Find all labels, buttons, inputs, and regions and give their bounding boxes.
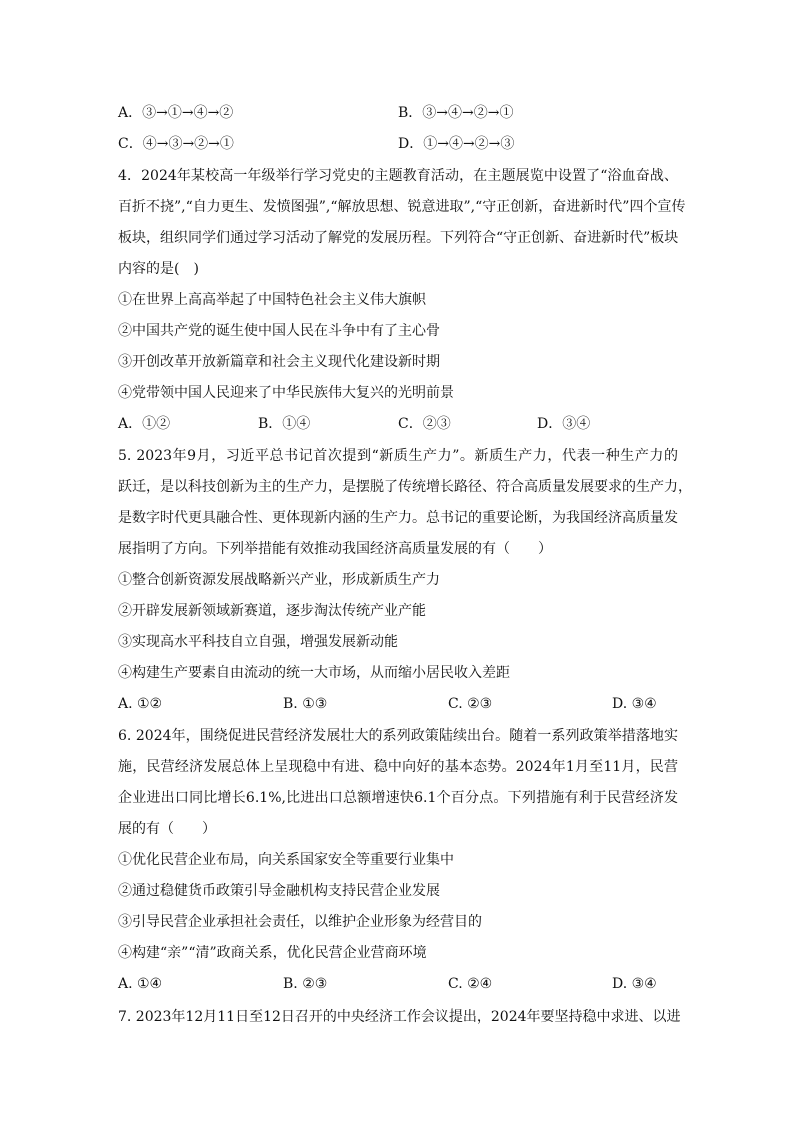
q5-option-a: A. ①②: [118, 696, 163, 712]
q4-option-b: B．①④: [258, 416, 311, 432]
q6-stem-line-3: 企业进出口同比增长6.1%,比进出口总额增速快6.1个百分点。下列措施有利于民营经济发: [118, 790, 678, 806]
q5-option-b: B. ①③: [283, 696, 328, 712]
q4-stem-line-4: 内容的是( ): [118, 261, 199, 277]
q5-option-c: C. ②③: [448, 696, 493, 712]
q3-option-a: A．③→①→④→②: [118, 105, 234, 121]
q3-option-d: D．①→④→②→③: [398, 136, 515, 152]
q4-statement-4: ④党带领中国人民迎来了中华民族伟大复兴的光明前景: [118, 385, 454, 401]
q4-stem-line-1: 4．2024年某校高一年级举行学习党史的主题教育活动，在主题展览中设置了“浴血奋战、: [118, 168, 678, 184]
q6-stem-line-4: 展的有（ ）: [118, 821, 216, 837]
q6-statement-4: ④构建“亲”“清”政商关系，优化民营企业营商环境: [118, 945, 427, 961]
q7-stem-line-1: 7. 2023年12月11日至12日召开的中央经济工作会议提出，2024年要坚持稳中求进、以进: [118, 1009, 681, 1025]
q5-statement-2: ②开辟发展新领域新赛道，逐步淘汰传统产业产能: [118, 603, 426, 619]
q6-stem-line-2: 施，民营经济发展总体上呈现稳中有进、稳中向好的基本态势。2024年1月至11月，民营: [118, 759, 678, 775]
q6-option-b: B. ②③: [283, 976, 328, 992]
q3-option-b: B．③→④→②→①: [398, 105, 514, 121]
q4-statement-3: ③开创改革开放新篇章和社会主义现代化建设新时期: [118, 354, 440, 370]
q6-option-d: D. ③④: [612, 976, 657, 992]
q5-stem-line-2: 跃迁，是以科技创新为主的生产力，是摆脱了传统增长路径、符合高质量发展要求的生产力，: [118, 479, 692, 495]
q5-statement-3: ③实现高水平科技自立自强，增强发展新动能: [118, 634, 398, 650]
q4-stem-line-2: 百折不挠”,“自力更生、发愤图强”,“解放思想、锐意进取”,“守正创新，奋进新时代”四个宣传: [118, 199, 686, 215]
q5-stem-line-3: 是数字时代更具融合性、更体现新内涵的生产力。总书记的重要论断，为我国经济高质量发: [118, 510, 678, 526]
q4-statement-2: ②中国共产党的诞生使中国人民在斗争中有了主心骨: [118, 323, 440, 339]
q6-option-a: A. ①④: [118, 976, 163, 992]
q3-option-c: C．④→③→②→①: [118, 136, 234, 152]
q6-statement-3: ③引导民营企业承担社会责任，以维护企业形象为经营目的: [118, 914, 482, 930]
q6-option-c: C. ②④: [448, 976, 493, 992]
q5-option-d: D. ③④: [612, 696, 657, 712]
q6-statement-2: ②通过稳健货币政策引导金融机构支持民营企业发展: [118, 883, 440, 899]
q4-option-a: A．①②: [118, 416, 171, 432]
q4-option-c: C．②③: [398, 416, 451, 432]
q6-stem-line-1: 6. 2024年，围绕促进民营经济发展壮大的系列政策陆续出台。随着一系列政策举措落地实: [118, 728, 678, 744]
q4-statement-1: ①在世界上高高举起了中国特色社会主义伟大旗帜: [118, 292, 426, 308]
q6-statement-1: ①优化民营企业布局，向关系国家安全等重要行业集中: [118, 852, 454, 868]
q5-stem-line-4: 展指明了方向。下列举措能有效推动我国经济高质量发展的有（ ）: [118, 541, 552, 557]
q5-stem-line-1: 5. 2023年9月，习近平总书记首次提到“新质生产力”。新质生产力，代表一种生产力的: [118, 448, 678, 464]
q5-statement-1: ①整合创新资源发展战略新兴产业，形成新质生产力: [118, 572, 440, 588]
q5-statement-4: ④构建生产要素自由流动的统一大市场，从而缩小居民收入差距: [118, 665, 510, 681]
q4-stem-line-3: 板块，组织同学们通过学习活动了解党的发展历程。下列符合“守正创新、奋进新时代”板块: [118, 230, 679, 246]
q4-option-d: D．③④: [537, 416, 591, 432]
